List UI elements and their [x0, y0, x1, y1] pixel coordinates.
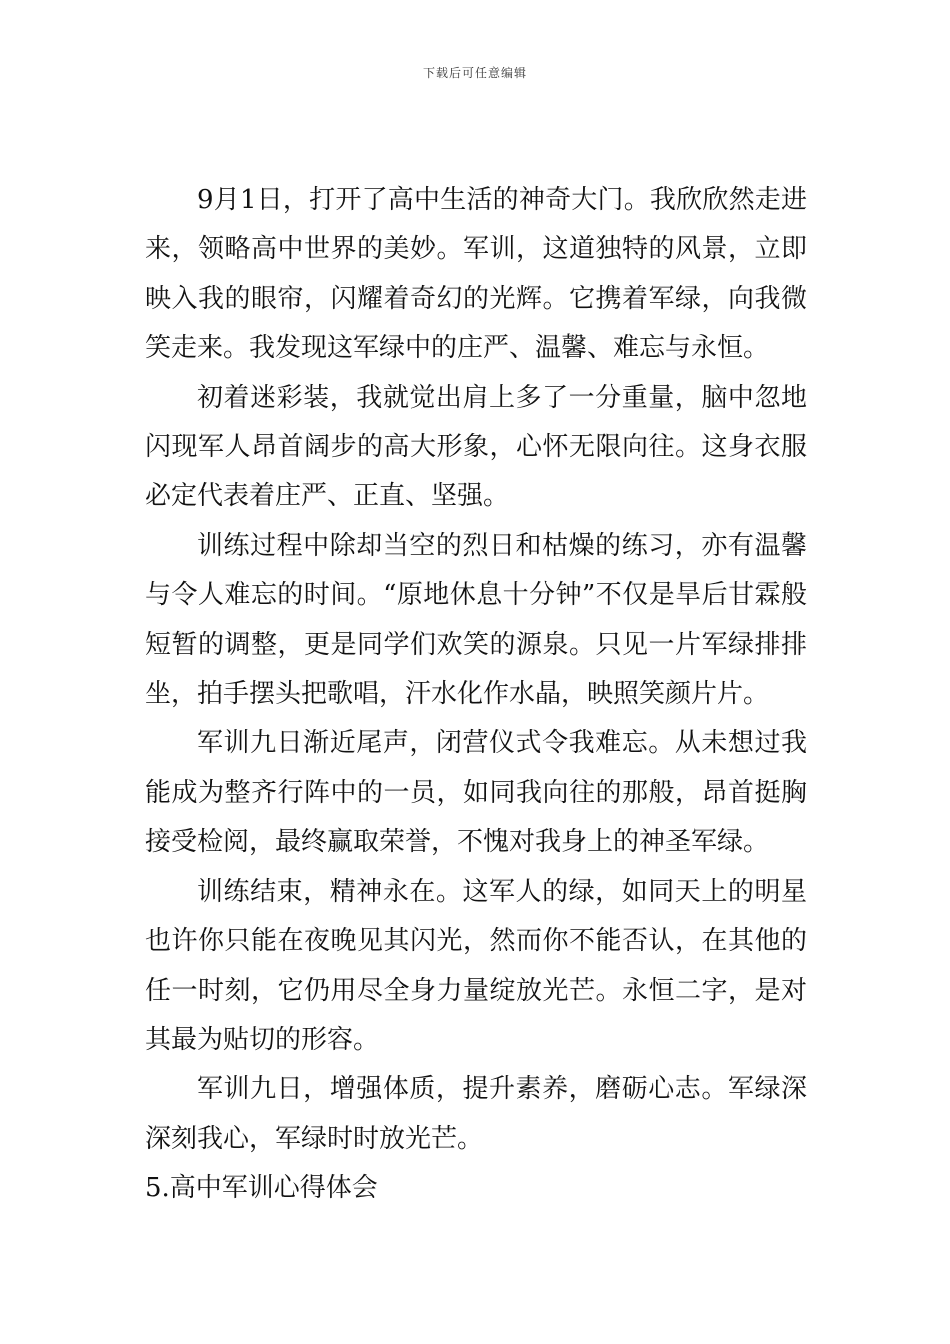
document-body	[145, 176, 807, 1214]
paragraph-4: 军训九日渐近尾声，闭营仪式令我难忘。从未想过我能成为整齐行阵中的一员，如同我向往的那般，昂首挺胸接受检阅，最终赢取荣誉，不愧对我身上的神圣军绿。	[145, 728, 807, 858]
paragraph-2: 初着迷彩装，我就觉出肩上多了一分重量，脑中忽地闪现军人昂首阔步的高大形象，心怀无限向往。这身衣服必定代表着庄严、正直、坚强。	[145, 382, 807, 512]
section-heading: 5.高中军训心得体会	[145, 1173, 378, 1204]
paragraph-1: 9月1日，打开了高中生活的神奇大门。我欣欣然走进来，领略高中世界的美妙。军训，这道独特的风景，立即映入我的眼帘，闪耀着奇幻的光辉。它携着军绿，向我微笑走来。我发现这军绿中的庄严、温馨、难忘与永恒。	[145, 185, 807, 364]
paragraph-3: 训练过程中除却当空的烈日和枯燥的练习，亦有温馨与令人难忘的时间。“原地休息十分钟”不仅是旱后甘霖般短暂的调整，更是同学们欢笑的源泉。只见一片军绿排排坐，拍手摆头把歌唱，汗水化作水晶，映照笑颜片片。	[145, 530, 807, 710]
paragraph-6: 军训九日，增强体质，提升素养，磨砺心志。军绿深深刻我心，军绿时时放光芒。	[145, 1074, 807, 1154]
paragraph-5: 训练结束，精神永在。这军人的绿，如同天上的明星也许你只能在夜晚见其闪光，然而你不能否认，在其他的任一时刻，它仍用尽全身力量绽放光芒。永恒二字，是对其最为贴切的形容。	[145, 876, 807, 1055]
header-note: 下载后可任意编辑	[422, 66, 527, 80]
